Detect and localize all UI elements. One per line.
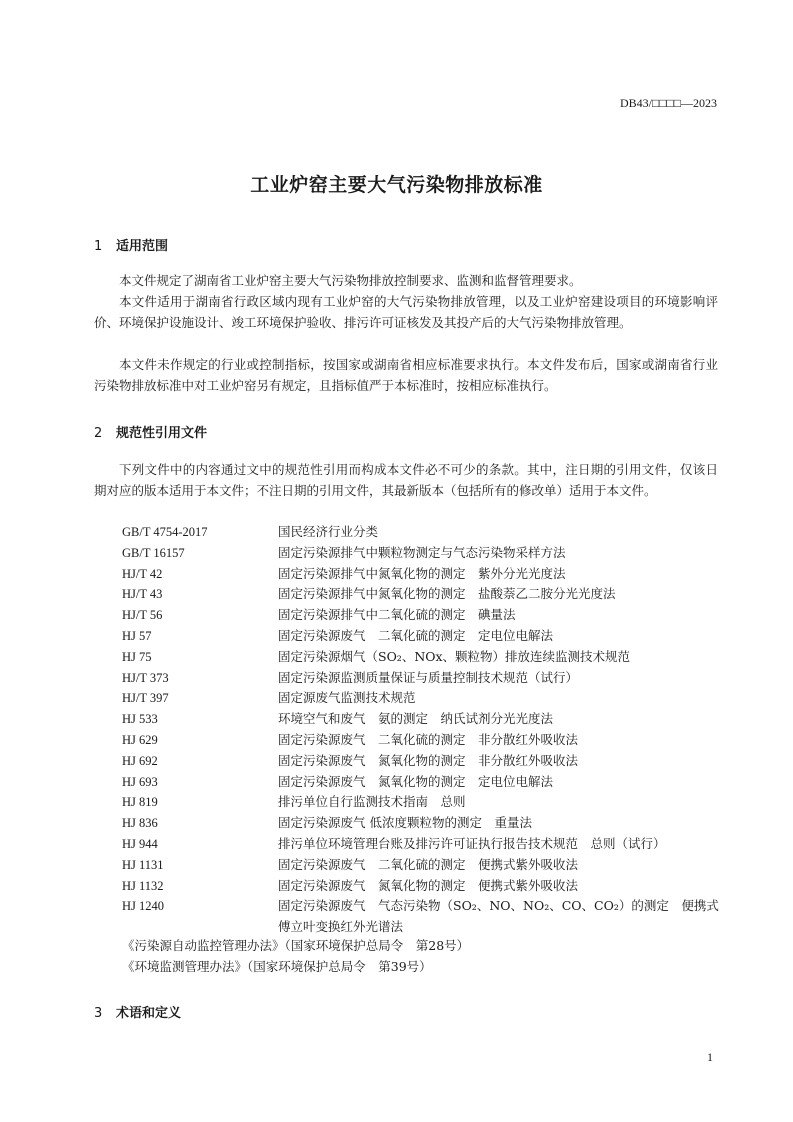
reference-item <box>122 688 722 709</box>
reference-code: HJ/T 56 <box>122 608 163 623</box>
document-title: 工业炉窑主要大气污染物排放标准 <box>250 174 543 196</box>
reference-title: 固定污染源废气 气态污染物（SO₂、NO、NO₂、CO、CO₂）的测定 便携式傅立叶变换红外光谱法 <box>278 898 719 935</box>
section-1-paragraph-3: 本文件未作规定的行业或控制指标，按国家或湖南省相应标准要求执行。本文件发布后，国家或湖南省行业污染物排放标准中对工业炉窑另有规定，且指标值严于本标准时，按相应标准执行。 <box>94 357 718 393</box>
section-title: 适用范围 <box>116 239 169 254</box>
reference-code: HJ 629 <box>122 732 158 747</box>
regulation-reference: 《污染源自动监控管理办法》（国家环境保护总局令 第28号） <box>122 938 470 953</box>
reference-list <box>122 522 722 938</box>
reference-item <box>122 730 722 751</box>
reference-code: HJ 1131 <box>122 857 164 872</box>
reference-title: 排污单位自行监测技术指南 总则 <box>278 794 466 810</box>
reference-item <box>122 564 722 585</box>
reference-code: GB/T 4754-2017 <box>122 525 208 539</box>
reference-item <box>122 668 722 689</box>
document-code: DB43/□□□□—2023 <box>620 96 717 110</box>
section-1-paragraph-2: 本文件适用于湖南省行政区域内现有工业炉窑的大气污染物排放管理，以及工业炉窑建设项目的环境影响评价、环境保护设施设计、竣工环境保护验收、排污许可证核发及其投产后的大气污染物排放管理。 <box>94 294 718 330</box>
reference-code: HJ 693 <box>122 774 158 789</box>
reference-item <box>122 813 722 834</box>
reference-item <box>122 792 722 813</box>
reference-item <box>122 876 722 897</box>
reference-item <box>122 543 722 564</box>
reference-item <box>122 855 722 876</box>
reference-title: 固定污染源监测质量保证与质量控制技术规范（试行） <box>278 669 579 685</box>
reference-code: HJ 1132 <box>122 878 164 893</box>
reference-title: 固定源废气监测技术规范 <box>278 690 416 706</box>
reference-item <box>122 772 722 793</box>
section-number: 1 <box>94 239 103 254</box>
reference-title: 固定污染源废气 二氧化硫的测定 非分散红外吸收法 <box>278 731 579 747</box>
reference-code: HJ/T 43 <box>122 587 163 602</box>
reference-code: HJ 57 <box>122 628 152 643</box>
reference-item <box>122 605 722 626</box>
reference-title: 固定污染源废气 低浓度颗粒物的测定 重量法 <box>278 815 532 831</box>
reference-code: HJ 944 <box>122 836 158 851</box>
reference-item <box>122 522 722 543</box>
section-2-heading <box>94 422 207 441</box>
reference-item <box>122 626 722 647</box>
section-title: 规范性引用文件 <box>116 426 208 441</box>
reference-title: 固定污染源废气 氮氧化物的测定 定电位电解法 <box>278 773 554 789</box>
reference-title: 固定污染源烟气（SO₂、NOx、颗粒物）排放连续监测技术规范 <box>278 648 631 664</box>
reference-item <box>122 709 722 730</box>
reference-code: HJ/T 373 <box>122 670 169 685</box>
reference-title: 国民经济行业分类 <box>278 524 379 539</box>
section-title: 术语和定义 <box>116 1006 182 1021</box>
regulation-reference: 《环境监测管理办法》（国家环境保护总局令 第39号） <box>122 959 432 974</box>
reference-code: GB/T 16157 <box>122 545 185 560</box>
reference-code: HJ 533 <box>122 712 158 727</box>
reference-item <box>122 584 722 605</box>
reference-code: HJ/T 397 <box>122 691 169 706</box>
section-1-paragraph-1: 本文件规定了湖南省工业炉窑主要大气污染物排放控制要求、监测和监督管理要求。 <box>119 273 582 288</box>
reference-title: 固定污染源废气 二氧化硫的测定 便携式紫外吸收法 <box>278 856 579 872</box>
section-number: 2 <box>94 426 103 441</box>
section-1-heading <box>94 235 168 254</box>
reference-title: 固定污染源排气中二氧化硫的测定 碘量法 <box>278 607 516 623</box>
reference-code: HJ/T 42 <box>122 566 163 581</box>
reference-title: 环境空气和废气 氨的测定 纳氏试剂分光光度法 <box>278 711 554 727</box>
reference-title: 排污单位环境管理台账及排污许可证执行报告技术规范 总则（试行） <box>278 835 666 851</box>
reference-code: HJ 75 <box>122 649 152 664</box>
reference-title: 固定污染源排气中氮氧化物的测定 盐酸萘乙二胺分光光度法 <box>278 586 616 602</box>
reference-code: HJ 836 <box>122 816 158 831</box>
section-number: 3 <box>94 1006 103 1021</box>
reference-title: 固定污染源排气中氮氧化物的测定 紫外分光光度法 <box>278 565 566 581</box>
reference-title: 固定污染源废气 二氧化硫的测定 定电位电解法 <box>278 627 554 643</box>
reference-code: HJ 692 <box>122 753 158 768</box>
reference-item <box>122 647 722 668</box>
reference-title: 固定污染源废气 氮氧化物的测定 非分散红外吸收法 <box>278 752 579 768</box>
reference-code: HJ 819 <box>122 795 158 810</box>
reference-item <box>122 834 722 855</box>
reference-item <box>122 751 722 772</box>
reference-title: 固定污染源排气中颗粒物测定与气态污染物采样方法 <box>278 544 566 560</box>
reference-title: 固定污染源废气 氮氧化物的测定 便携式紫外吸收法 <box>278 877 579 893</box>
section-2-paragraph-1: 下列文件中的内容通过文中的规范性引用而构成本文件必不可少的条款。其中，注日期的引用文件，仅该日期对应的版本适用于本文件；不注日期的引用文件，其最新版本（包括所有的修改单）适用于本文件。 <box>94 462 718 498</box>
reference-item <box>122 896 722 938</box>
reference-code: HJ 1240 <box>122 899 165 914</box>
page-number: 1 <box>707 1050 713 1064</box>
section-3-heading <box>94 1002 181 1021</box>
